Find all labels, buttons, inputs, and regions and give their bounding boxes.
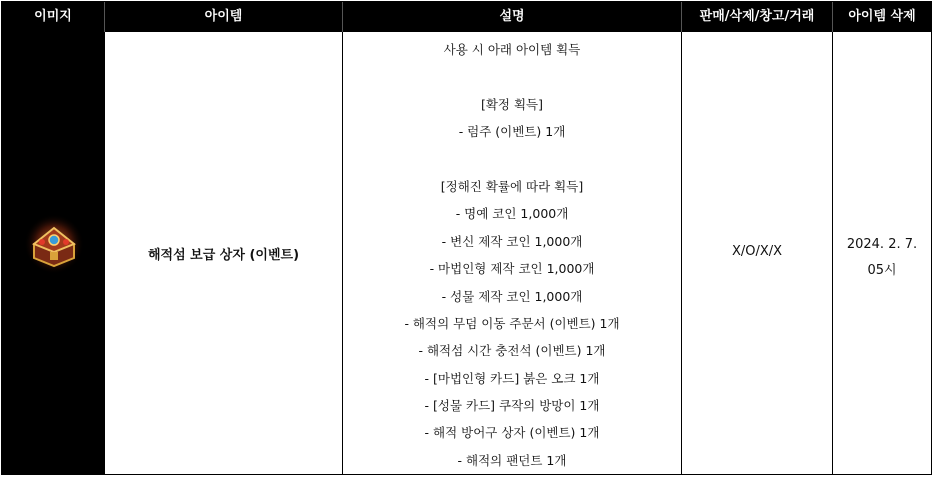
description-line: - 해적 방어구 상자 (이벤트) 1개 xyxy=(424,425,600,441)
description-line: - 해적의 팬던트 1개 xyxy=(457,452,567,468)
cell-deletion xyxy=(833,32,931,474)
cell-actions xyxy=(682,32,833,474)
cell-description xyxy=(343,32,682,474)
description-line: [확정 획득] xyxy=(480,96,544,112)
deletion-time: 05시 xyxy=(867,263,897,278)
description-line: - 마법인형 제작 코인 1,000개 xyxy=(429,261,595,277)
description-line: 사용 시 아래 아이템 획득 xyxy=(443,42,581,57)
deletion-value xyxy=(833,232,931,284)
header-image: 이미지 xyxy=(2,2,105,32)
description-line xyxy=(343,63,681,90)
cell-image xyxy=(2,32,105,474)
description-line: - 명예 코인 1,000개 xyxy=(455,206,569,222)
actions-value: X/O/X/X xyxy=(731,244,783,259)
deletion-date: 2024. 2. 7. xyxy=(846,237,918,252)
description-line: [정해진 확률에 따라 획득] xyxy=(440,178,584,194)
header-deletion: 아이템 삭제 xyxy=(833,2,931,32)
header-item: 아이템 xyxy=(105,2,343,32)
item-table xyxy=(1,1,932,475)
description-line: - 럼주 (이벤트) 1개 xyxy=(458,124,566,140)
description-line: - 해적의 무덤 이동 주문서 (이벤트) 1개 xyxy=(404,315,620,331)
description-line: - 변신 제작 코인 1,000개 xyxy=(441,233,583,249)
treasure-chest-icon xyxy=(24,214,84,274)
description-line: - [마법인형 카드] 붉은 오크 1개 xyxy=(424,370,600,386)
description-lines xyxy=(343,36,681,474)
header-actions: 판매/삭제/창고/거래 xyxy=(682,2,833,32)
description-line: - [성물 카드] 쿠작의 방망이 1개 xyxy=(424,398,600,414)
header-description: 설명 xyxy=(343,2,682,32)
cell-item xyxy=(105,32,343,474)
description-line: - 성물 제작 코인 1,000개 xyxy=(441,288,583,304)
description-line xyxy=(343,146,681,173)
description-line: - 해적섬 시간 충전석 (이벤트) 1개 xyxy=(418,343,606,359)
item-name: 해적섬 보급 상자 (이벤트) xyxy=(147,248,300,263)
